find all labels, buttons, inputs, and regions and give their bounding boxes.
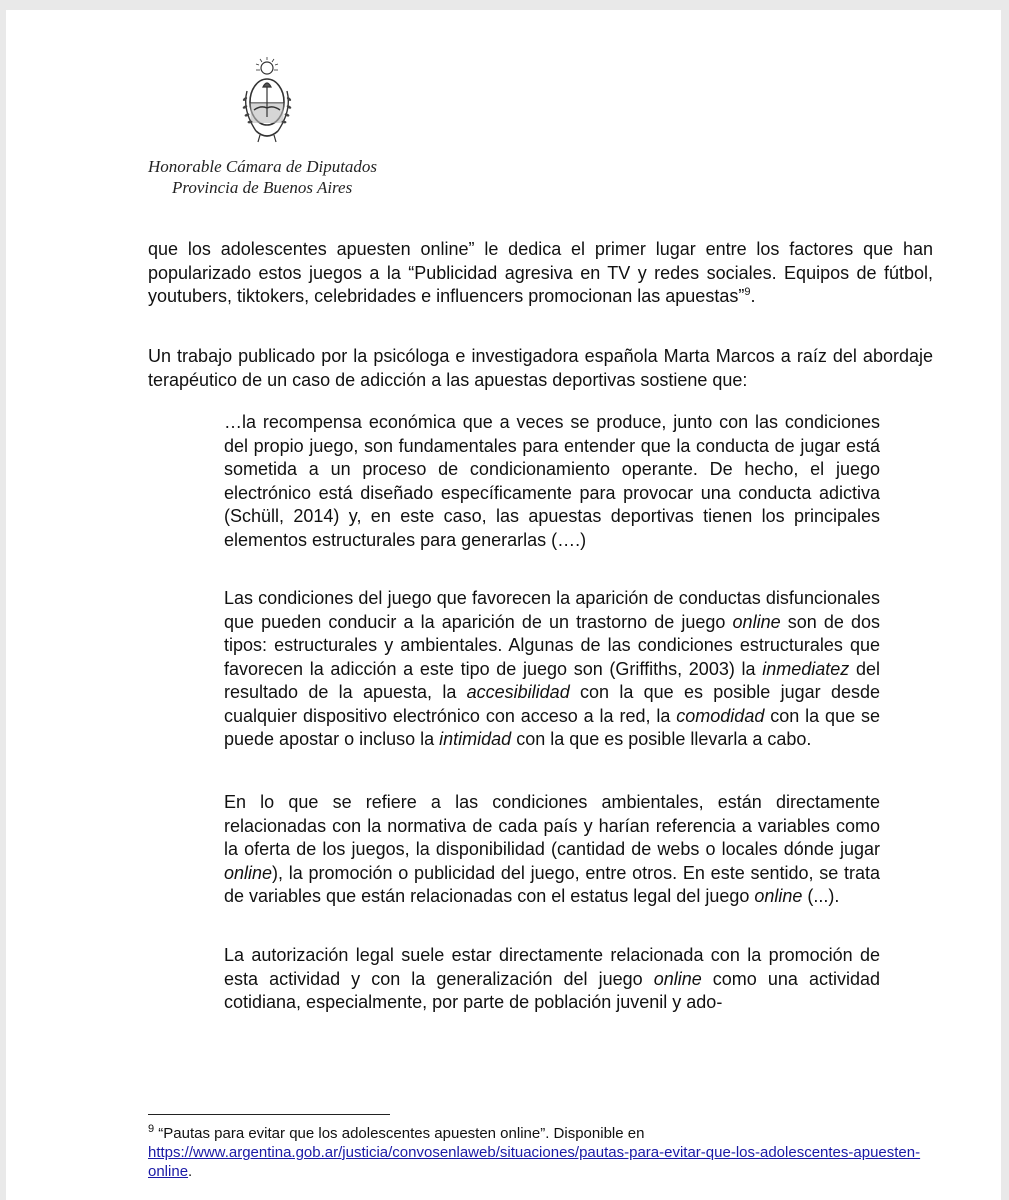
quote-paragraph-3	[224, 791, 880, 909]
q4-text-a: La autorización legal suele estar directamente relacionada con la promoción de esta actividad y con la generalización del juego	[224, 945, 880, 989]
q4-online: online	[653, 968, 702, 989]
viewer-left-border	[0, 0, 6, 1200]
q2-text-f: con la que es posible llevarla a cabo.	[511, 729, 812, 749]
q4-text-b: como una actividad cotidiana, especialmente, por parte de población juvenil y ado-	[224, 968, 880, 1012]
q3-text-b: ), la promoción o publicidad del juego, entre otros. En este sentido, se trata de variables que están relacionadas con el estatus legal del juego	[224, 862, 880, 906]
footnote-separator	[148, 1114, 390, 1115]
q2-text-b: son de dos tipos: estructurales y ambientales. Algunas de las condiciones estructurales que favorecen la adicción a este tipo de juego son (Griffiths, 2003) la	[224, 611, 880, 679]
header-line-2: Provincia de Buenos Aires	[172, 178, 353, 197]
q2-text-c: del resultado de la apuesta, la	[224, 658, 880, 702]
footnote-text: “Pautas para evitar que los adolescentes apuesten online”. Disponible en	[154, 1125, 645, 1142]
paragraph-1-text: que los adolescentes apuesten online” le dedica el primer lugar entre los factores que han popularizado estos juegos a la “Publicidad agresiva en TV y redes sociales. Equipos de fútbol, youtubers, tiktokers, celebridades e influencers promocionan las apuestas”	[148, 239, 933, 306]
q2-inmediatez: inmediatez	[762, 658, 850, 679]
footnote-number: 9	[148, 1123, 155, 1135]
institution-header	[148, 156, 377, 198]
q3-text-c: (...).	[802, 886, 840, 906]
header-line-1: Honorable Cámara de Diputados	[148, 157, 378, 176]
footnote-end: .	[188, 1163, 193, 1180]
q2-accesibilidad: accesibilidad	[466, 682, 570, 702]
q2-text-e: con la que se puede apostar o incluso la	[224, 705, 880, 749]
q3-online-2: online	[754, 886, 803, 906]
footnote	[148, 1124, 928, 1181]
viewer-top-border	[0, 0, 1009, 10]
paragraph-1	[148, 238, 933, 309]
q3-online-1: online	[224, 862, 273, 883]
footnote-link[interactable]: https://www.argentina.gob.ar/justicia/convosenlaweb/situaciones/pautas-para-evitar-que-los-adolescentes-apuesten-online	[148, 1144, 921, 1180]
paragraph-1-end: .	[750, 286, 756, 306]
coat-of-arms-seal	[236, 55, 298, 145]
q2-online: online	[732, 611, 781, 632]
footnote-reference: 9	[744, 286, 751, 298]
quote-paragraph-1: …la recompensa económica que a veces se produce, junto con las condiciones del propio juego, son fundamentales para entender que la conducta de jugar está sometida a un proceso de condicionamiento operante. De hecho, el juego electrónico está diseñado específicamente para provocar una conducta adictiva (Schüll, 2014) y, en este caso, las apuestas deportivas tienen los principales elementos estructurales para generarlas (….)	[224, 412, 880, 550]
paragraph-2: Un trabajo publicado por la psicóloga e investigadora española Marta Marcos a raíz del abordaje terapéutico de un caso de adicción a las apuestas deportivas sostiene que:	[148, 346, 933, 390]
q2-comodidad: comodidad	[676, 705, 765, 726]
q2-intimidad: intimidad	[439, 729, 512, 749]
q3-text-a: En lo que se refiere a las condiciones ambientales, están directamente relacionadas con la normativa de cada país y harían referencia a variables como la oferta de los juegos, la disponibilidad (cantidad de webs o locales dónde jugar	[224, 792, 880, 859]
quote-paragraph-4	[224, 944, 880, 1015]
quote-paragraph-2	[224, 587, 880, 752]
viewer-right-border	[1001, 0, 1009, 1200]
q2-text-d: con la que es posible jugar desde cualquier dispositivo electrónico con acceso a la red, la	[224, 682, 880, 726]
q2-text-a: Las condiciones del juego que favorecen la aparición de conductas disfuncionales que pueden conducir a la aparición de un trastorno de juego	[224, 588, 880, 632]
